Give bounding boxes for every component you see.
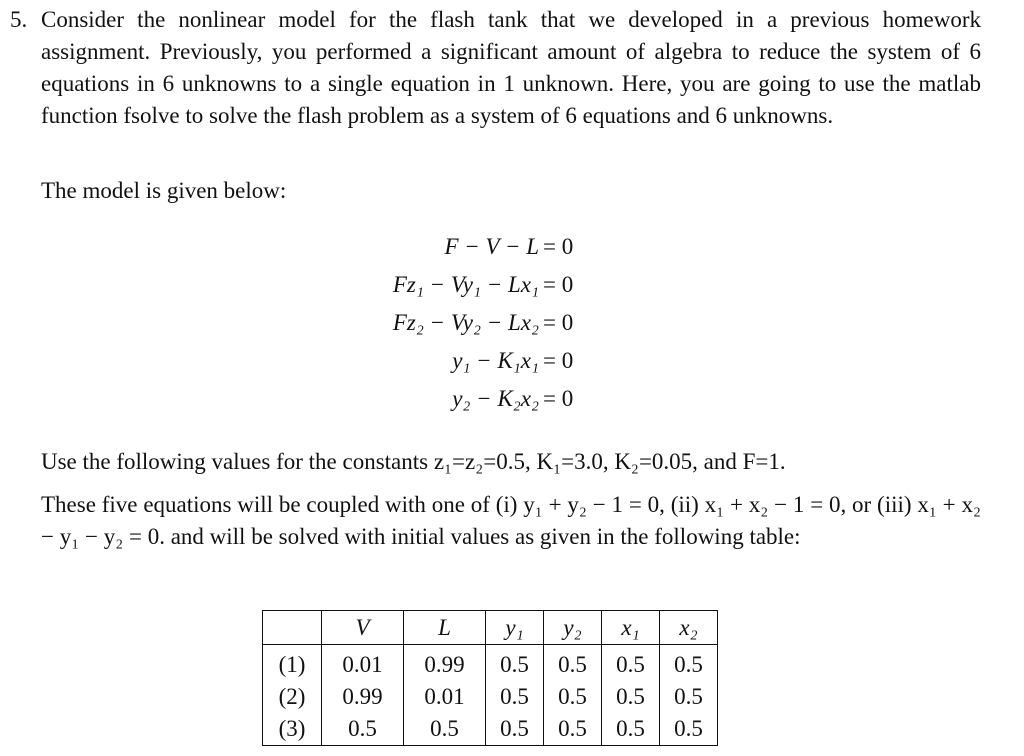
equation-row — [300, 228, 720, 266]
table-cell: 0.5 — [602, 713, 660, 746]
coupling-text: These five equations will be coupled with one of (i) y₁ + y₂ − 1 = 0, (ii) x₁ + x₂ − 1 = 0, or (iii) x₁ + x₂ − y₁ − y₂ = 0. and will be solved with initial values as given in the following table: — [41, 492, 981, 549]
table-cell: 0.01 — [322, 645, 404, 682]
table-cell: 0.5 — [660, 681, 718, 713]
table-cell: 0.5 — [660, 713, 718, 746]
table-cell: 0.5 — [602, 681, 660, 713]
problem-number: 5. — [10, 7, 28, 32]
equation-row — [300, 342, 720, 380]
table-header — [263, 611, 322, 645]
table-cell: 0.99 — [322, 681, 404, 713]
table-cell: 0.5 — [486, 713, 544, 746]
table-header: V — [322, 611, 404, 645]
table-cell: 0.5 — [544, 645, 602, 682]
initial-values-table — [262, 610, 718, 746]
table-header: L — [404, 611, 486, 645]
table-cell: 0.01 — [404, 681, 486, 713]
table-cell: 0.5 — [322, 713, 404, 746]
table-header: y₂ — [544, 611, 602, 645]
equation-lhs: Fz₂ − Vy₂ − Lx₂ — [392, 310, 539, 335]
table-cell: 0.99 — [404, 645, 486, 682]
equation-rhs: = 0 — [543, 348, 574, 373]
model-intro: The model is given below: — [41, 178, 287, 203]
table-cell: 0.5 — [660, 645, 718, 682]
table-row — [263, 681, 718, 713]
table-cell: 0.5 — [544, 681, 602, 713]
table-cell: (3) — [263, 713, 322, 746]
equation-rhs: = 0 — [543, 386, 574, 411]
equation-rhs: = 0 — [543, 310, 574, 335]
equation-lhs: F − V − L — [444, 234, 539, 259]
equation-row — [300, 266, 720, 304]
table-cell: 0.5 — [602, 645, 660, 682]
table-header-row — [263, 611, 718, 645]
equation-system — [300, 228, 720, 418]
table-cell: 0.5 — [486, 645, 544, 682]
equation-lhs: y₂ − K₂x₂ — [452, 386, 539, 411]
equation-row — [300, 380, 720, 418]
table-cell: 0.5 — [544, 713, 602, 746]
equation-rhs: = 0 — [543, 234, 574, 259]
table-header: x₁ — [602, 611, 660, 645]
table-row — [263, 645, 718, 682]
table-header: y₁ — [486, 611, 544, 645]
equation-row — [300, 304, 720, 342]
table-cell: (1) — [263, 645, 322, 682]
table-row — [263, 713, 718, 746]
table-cell: 0.5 — [404, 713, 486, 746]
constants-text: Use the following values for the constants z₁=z₂=0.5, K₁=3.0, K₂=0.05, and F=1. — [41, 449, 786, 474]
equation-lhs: Fz₁ − Vy₁ − Lx₁ — [392, 272, 539, 297]
table-cell: (2) — [263, 681, 322, 713]
table-cell: 0.5 — [486, 681, 544, 713]
problem-intro: Consider the nonlinear model for the flash tank that we developed in a previous homework assignment. Previously, you performed a significant amount of algebra to reduce the system of 6 equations in 6 unknowns to a single equation in 1 unknown. Here, you are going to use the matlab function fsolve to solve the flash problem as a system of 6 equations and 6 unknowns. — [41, 7, 981, 128]
equation-lhs: y₁ − K₁x₁ — [452, 348, 539, 373]
equation-rhs: = 0 — [543, 272, 574, 297]
table-header: x₂ — [660, 611, 718, 645]
